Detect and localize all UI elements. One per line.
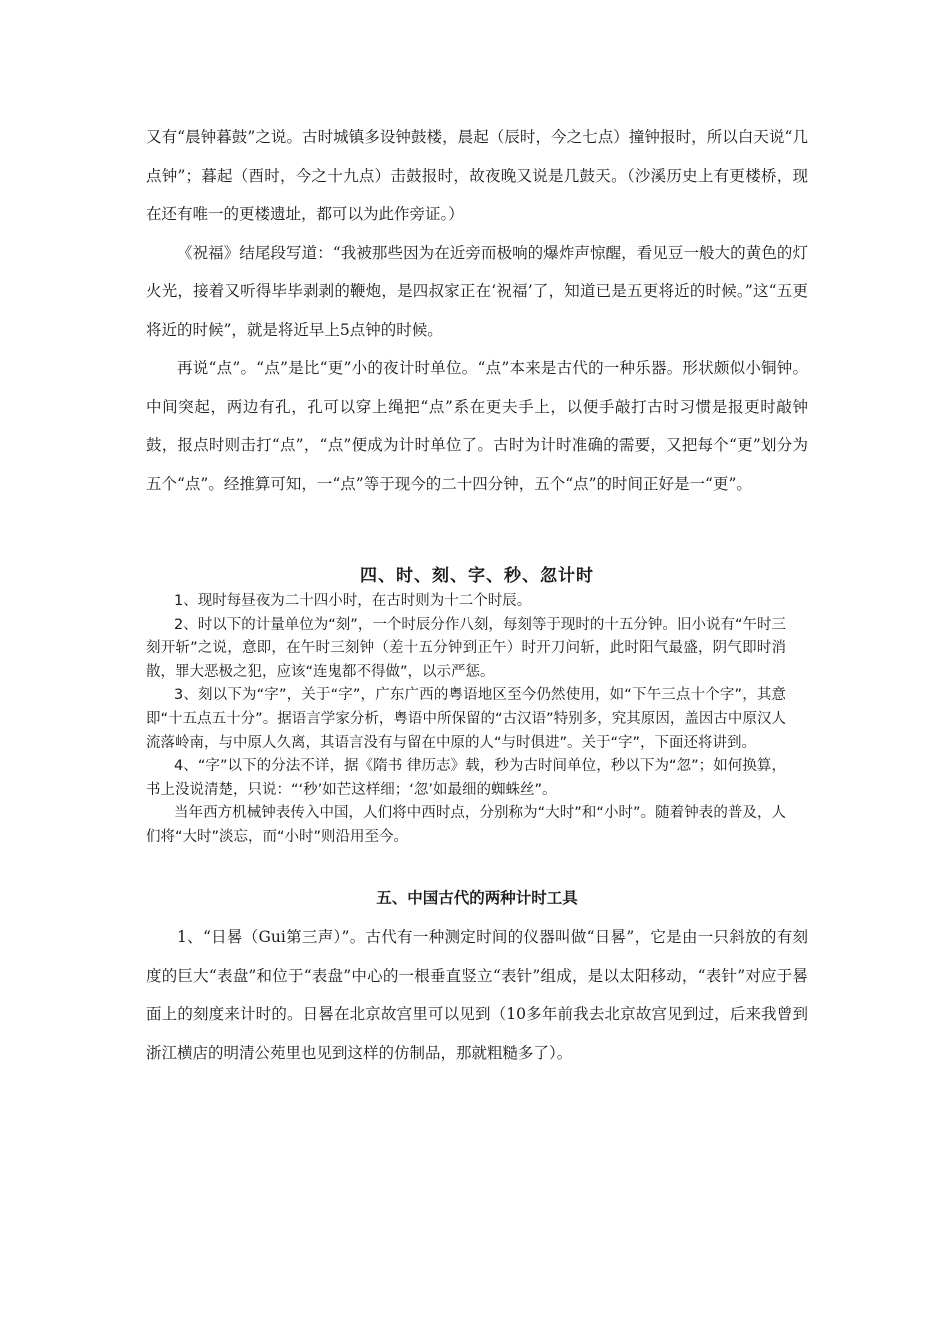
paragraph-xiaoshi: 当年西方机械钟表传入中国，人们将中西时点，分别称为“大时”和“小时”。随着钟表的普及，人们将“大时”淡忘，而“小时”则沿用至今。 (146, 805, 786, 845)
section4-heading: 四、时、刻、字、秒、忽计时 (360, 566, 594, 586)
paragraph-morning-bell: 又有“晨钟暮鼓”之说。古时城镇多设钟鼓楼，晨起（辰时，今之七点）撞钟报时，所以白天说“几点钟”；暮起（酉时，今之十九点）击鼓报时，故夜晚又说是几鼓天。（沙溪历史上有更楼桥，现在还有唯一的更楼遗址，都可以为此作旁证。） (146, 128, 808, 223)
section5-heading: 五、中国古代的两种计时工具 (376, 888, 578, 907)
paragraph-miao-hu: 4、“字”以下的分法不详，据《隋书 律历志》载，秒为古时间单位，秒以下为“忽”；如何换算，书上没说清楚，只说：“‘秒’如芒这样细；‘忽’如最细的蜘蛛丝”。 (146, 758, 786, 798)
paragraph-shichen: 1、现时每昼夜为二十四小时，在古时则为十二个时辰。 (174, 593, 532, 609)
paragraph-zi: 3、刻以下为“字”，关于“字”，广东广西的粤语地区至今仍然使用，如“下午三点十个字”，其意即“十五点五十分”。据语言学家分析，粤语中所保留的“古汉语”特别多，究其原因，盖因古中原汉人流落岭南，与中原人久离，其语言没有与留在中原的人“与时俱进”。关于“字”，下面还将讲到。 (146, 687, 786, 751)
paragraph-dian-unit: 再说“点”。“点”是比“更”小的夜计时单位。“点”本来是古代的一种乐器。形状颇似小铜钟。中间突起，两边有孔，孔可以穿上绳把“点”系在更夫手上，以便手敲打古时习惯是报更时敲钟鼓，报点时则击打“点”，“点”便成为计时单位了。古时为计时准确的需要，又把每个“更”划分为五个“点”。经推算可知，一“点”等于现今的二十四分钟，五个“点”的时间正好是一“更”。 (146, 359, 808, 493)
paragraph-zhufu-quote: 《祝福》结尾段写道：“我被那些因为在近旁而极响的爆炸声惊醒，看见豆一般大的黄色的灯火光，接着又听得毕毕剥剥的鞭炮，是四叔家正在‘祝福’了，知道已是五更将近的时候。”这“五更将近的时候”，就是将近早上5点钟的时候。 (146, 243, 808, 339)
section3-body (146, 118, 808, 503)
paragraph-sundial: 1、“日晷（Gui第三声）”。古代有一种测定时间的仪器叫做“日晷”，它是由一只斜放的有刻度的巨大“表盘”和位于“表盘”中心的一根垂直竖立“表针”组成，是以太阳移动，“表针”对应于晷面上的刻度来计时的。日晷在北京故宫里可以见到（10多年前我去北京故宫见到过，后来我曾到浙江横店的明清公苑里也见到这样的仿制品，那就粗糙多了）。 (146, 928, 808, 1062)
section4-body (146, 590, 786, 850)
section5-body (146, 918, 808, 1072)
paragraph-ke: 2、时以下的计量单位为“刻”，一个时辰分作八刻，每刻等于现时的十五分钟。旧小说有“午时三刻开斩”之说，意即，在午时三刻钟（差十五分钟到正午）时开刀问斩，此时阳气最盛，阴气即时消散，罪大恶极之犯，应该“连鬼都不得做”，以示严惩。 (146, 616, 786, 680)
